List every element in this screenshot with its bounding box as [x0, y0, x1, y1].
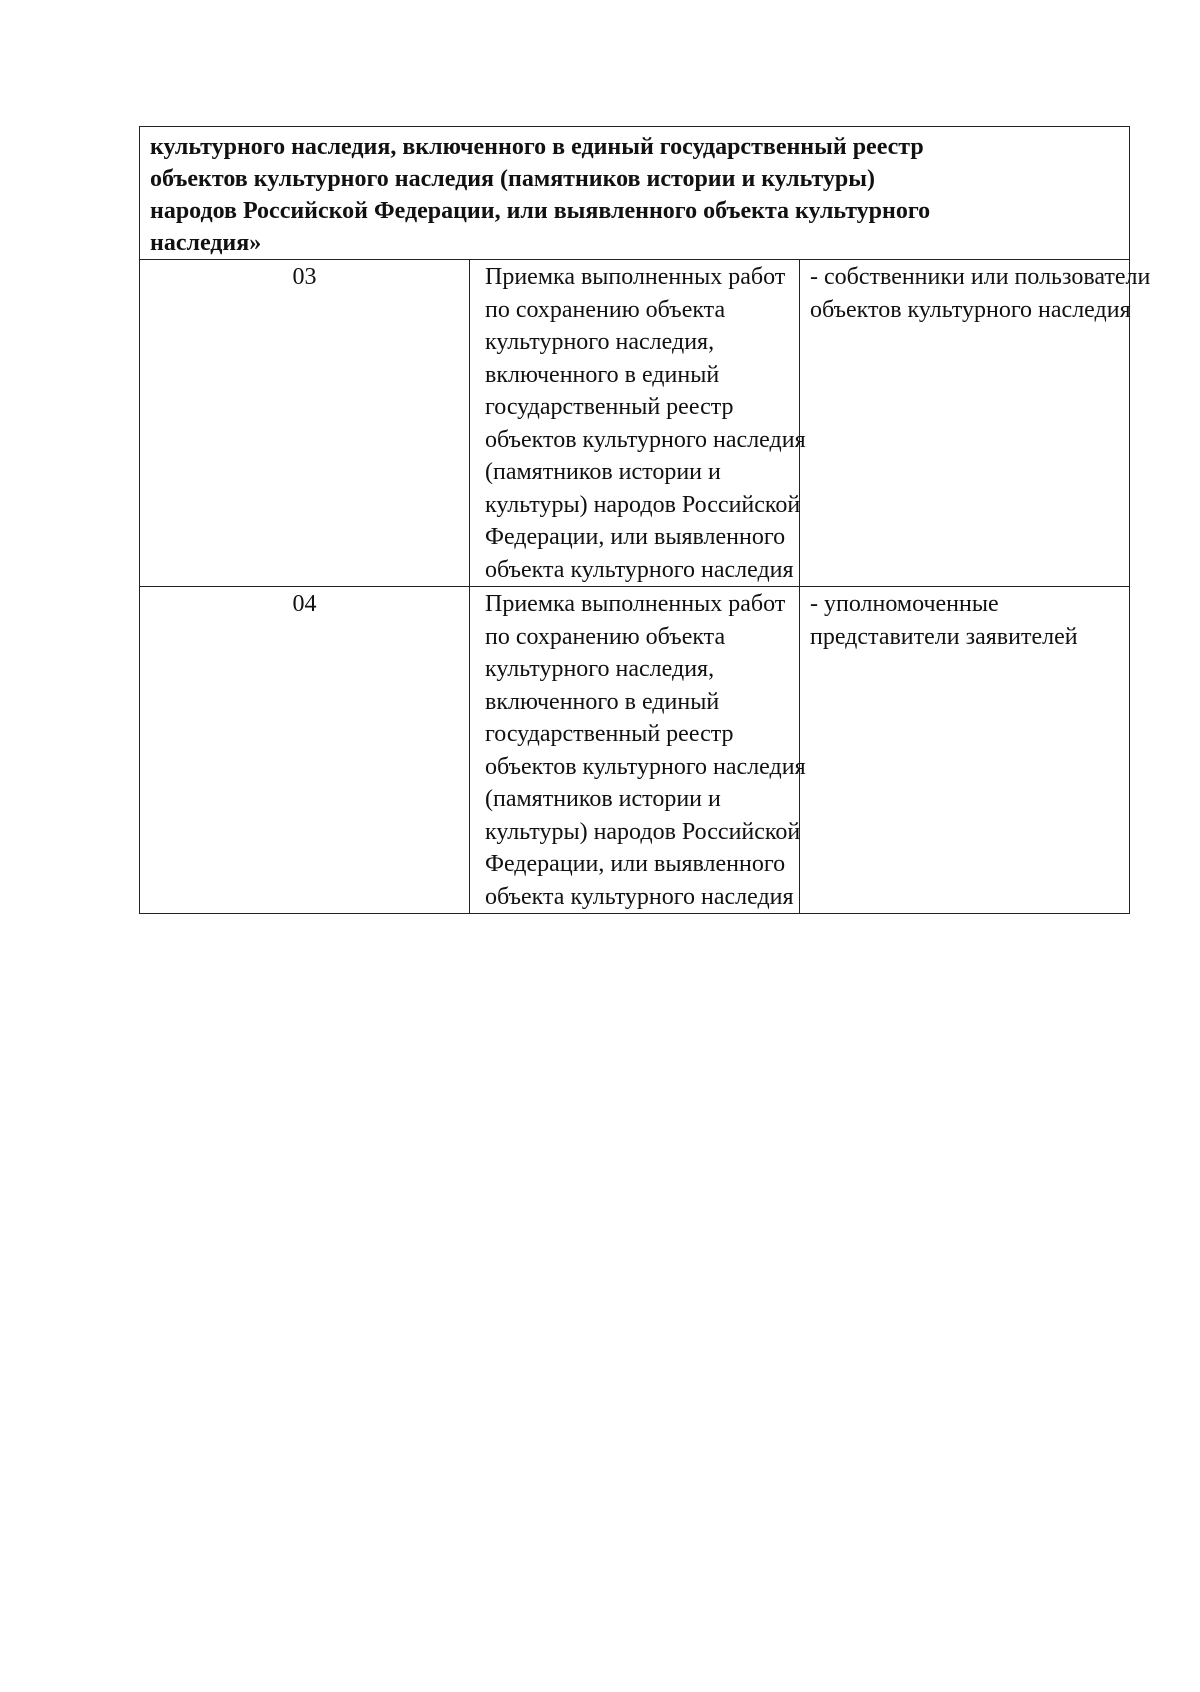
row-name-line: включенного в единый — [485, 688, 720, 715]
row-name-line: Федерации, или выявленного — [485, 851, 786, 877]
row-code: 03 — [140, 260, 470, 587]
row-name-line: культурного наследия, — [485, 329, 715, 355]
row-name-line: (памятников истории и — [485, 786, 721, 812]
row-applicant-line: - уполномоченные — [810, 591, 999, 617]
row-applicants — [800, 260, 1151, 587]
row-name-line: (памятников истории и — [485, 459, 721, 485]
table-row — [140, 260, 1130, 587]
row-name-line: объектов культурного наследия — [485, 426, 806, 453]
row-name — [470, 260, 806, 587]
row-name-line: объектов культурного наследия — [485, 753, 806, 780]
row-name-line: Федерации, или выявленного — [485, 524, 786, 550]
row-name-line: культурного наследия, — [485, 656, 715, 682]
row-name — [470, 587, 806, 914]
row-name-line: объекта культурного наследия — [485, 556, 794, 583]
row-name-line: Приемка выполненных работ — [485, 591, 786, 617]
services-table — [139, 126, 1151, 914]
row-name-line: культуры) народов Российской — [485, 818, 801, 845]
row-name-line: государственный реестр — [485, 394, 734, 420]
row-name-line: по сохранению объекта — [485, 623, 726, 650]
row-name-line: Приемка выполненных работ — [485, 264, 786, 290]
row-name-line: государственный реестр — [485, 721, 734, 747]
header-line: народов Российской Федерации, или выявленного объекта культурного — [150, 198, 931, 224]
header-line: объектов культурного наследия (памятников истории и культуры) — [150, 166, 875, 192]
table-header-row — [140, 127, 1130, 260]
row-applicants — [800, 587, 1130, 914]
row-name-line: по сохранению объекта — [485, 296, 726, 323]
row-code: 04 — [140, 587, 470, 914]
row-name-line: включенного в единый — [485, 361, 720, 388]
row-applicant-line: - собственники или пользователи — [810, 264, 1151, 290]
row-applicant-line: объектов культурного наследия — [810, 296, 1131, 323]
header-line: культурного наследия, включенного в единый государственный реестр — [150, 134, 924, 160]
row-name-line: культуры) народов Российской — [485, 491, 801, 518]
row-applicant-line: представители заявителей — [810, 623, 1078, 650]
table-row — [140, 587, 1130, 914]
header-line: наследия» — [150, 230, 262, 256]
header-cell — [140, 127, 1130, 260]
row-name-line: объекта культурного наследия — [485, 883, 794, 910]
